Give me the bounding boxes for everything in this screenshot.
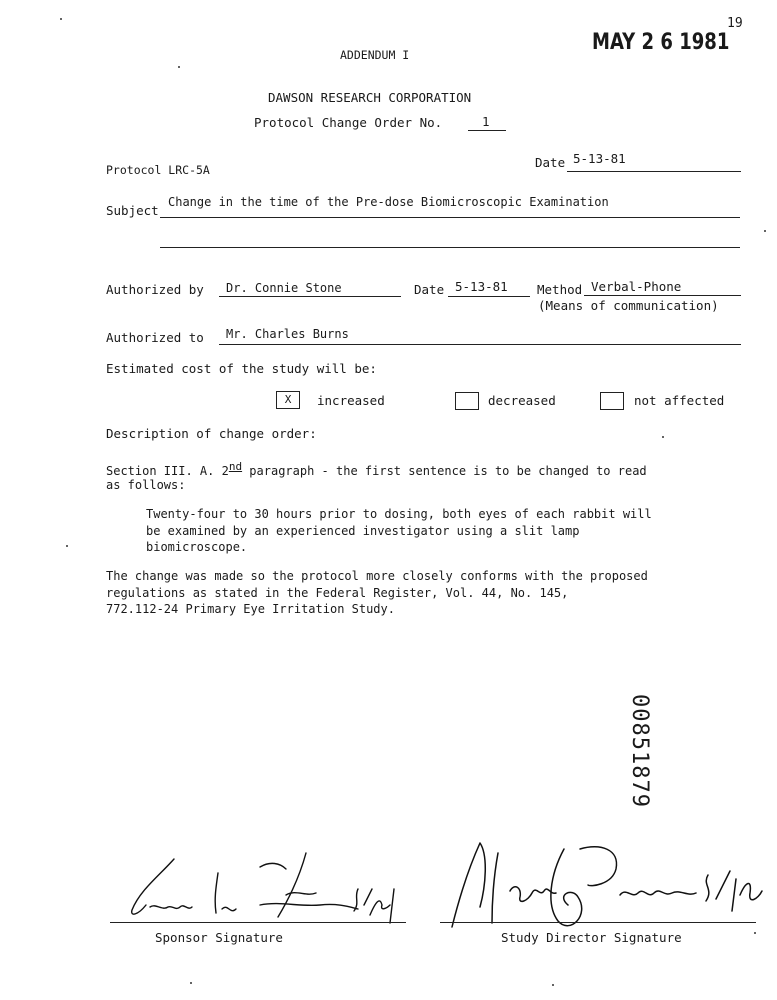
cost-question: Estimated cost of the study will be: — [106, 361, 377, 376]
scan-speck — [178, 66, 180, 68]
document-id: 00851879 — [627, 694, 652, 808]
section-line — [106, 460, 647, 478]
received-date-stamp: MAY 2 6 1981 — [592, 30, 730, 55]
scan-speck — [190, 982, 192, 984]
method-note: (Means of communication) — [538, 298, 719, 313]
page-number: 19 — [727, 16, 743, 31]
change-order-label: Protocol Change Order No. — [254, 115, 443, 130]
date-label: Date — [535, 155, 566, 170]
protocol-id: Protocol LRC-5A — [106, 163, 210, 177]
decreased-checkbox[interactable] — [455, 392, 479, 410]
director-signature-label: Study Director Signature — [501, 930, 682, 945]
subject-value: Change in the time of the Pre-dose Biomicroscopic Examination — [168, 195, 609, 209]
quoted-text: Twenty-four to 30 hours prior to dosing, both eyes of each rabbit will be examined by an experienced investigator using a slit lamp biomicroscope. — [146, 507, 652, 554]
subject-underline-2 — [160, 247, 740, 248]
subject-label: Subject — [106, 203, 159, 218]
authorized-to-underline — [219, 344, 741, 345]
scan-speck — [662, 436, 664, 438]
change-order-number: 1 — [482, 114, 490, 129]
scan-speck — [754, 932, 756, 934]
not-affected-label: not affected — [634, 393, 725, 408]
sponsor-signature-line — [110, 922, 406, 923]
reason-text: The change was made so the protocol more closely conforms with the proposed regulations as stated in the Federal Register, Vol. 44, No. 145, 772.112-24 Primary Eye Irritation Study. — [106, 569, 648, 616]
authorized-to-label: Authorized to — [106, 330, 204, 345]
auth-date-label: Date — [414, 282, 445, 297]
not-affected-checkbox[interactable] — [600, 392, 624, 410]
scan-speck — [66, 545, 68, 547]
date-value: 5-13-81 — [573, 151, 626, 166]
auth-date-underline — [448, 296, 530, 297]
director-signature-line — [440, 922, 756, 923]
scan-speck — [764, 230, 766, 232]
section-sup: nd — [228, 460, 243, 473]
scan-speck — [552, 984, 554, 986]
authorized-to-value: Mr. Charles Burns — [226, 327, 349, 341]
decreased-label: decreased — [488, 393, 556, 408]
company-name: DAWSON RESEARCH CORPORATION — [268, 90, 472, 105]
authorized-by-label: Authorized by — [106, 282, 204, 297]
section-line-2: as follows: — [106, 478, 186, 492]
addendum-title: ADDENDUM I — [340, 48, 410, 62]
sponsor-signature-label: Sponsor Signature — [155, 930, 283, 945]
method-underline — [584, 295, 741, 296]
increased-checkbox[interactable]: X — [276, 391, 300, 409]
method-value: Verbal-Phone — [591, 279, 682, 294]
increased-label: increased — [317, 393, 385, 408]
section-prefix: Section III. A. 2 — [106, 464, 229, 478]
change-order-underline — [468, 130, 506, 131]
auth-date-value: 5-13-81 — [455, 279, 508, 294]
authorized-by-value: Dr. Connie Stone — [226, 281, 342, 295]
scan-speck — [60, 18, 62, 20]
method-label: Method — [537, 282, 583, 297]
date-underline — [567, 171, 741, 172]
description-label: Description of change order: — [106, 426, 317, 441]
director-signature-image — [440, 835, 770, 935]
section-suffix: paragraph - the first sentence is to be changed to read — [242, 464, 647, 478]
subject-underline — [160, 217, 740, 218]
authorized-by-underline — [219, 296, 401, 297]
